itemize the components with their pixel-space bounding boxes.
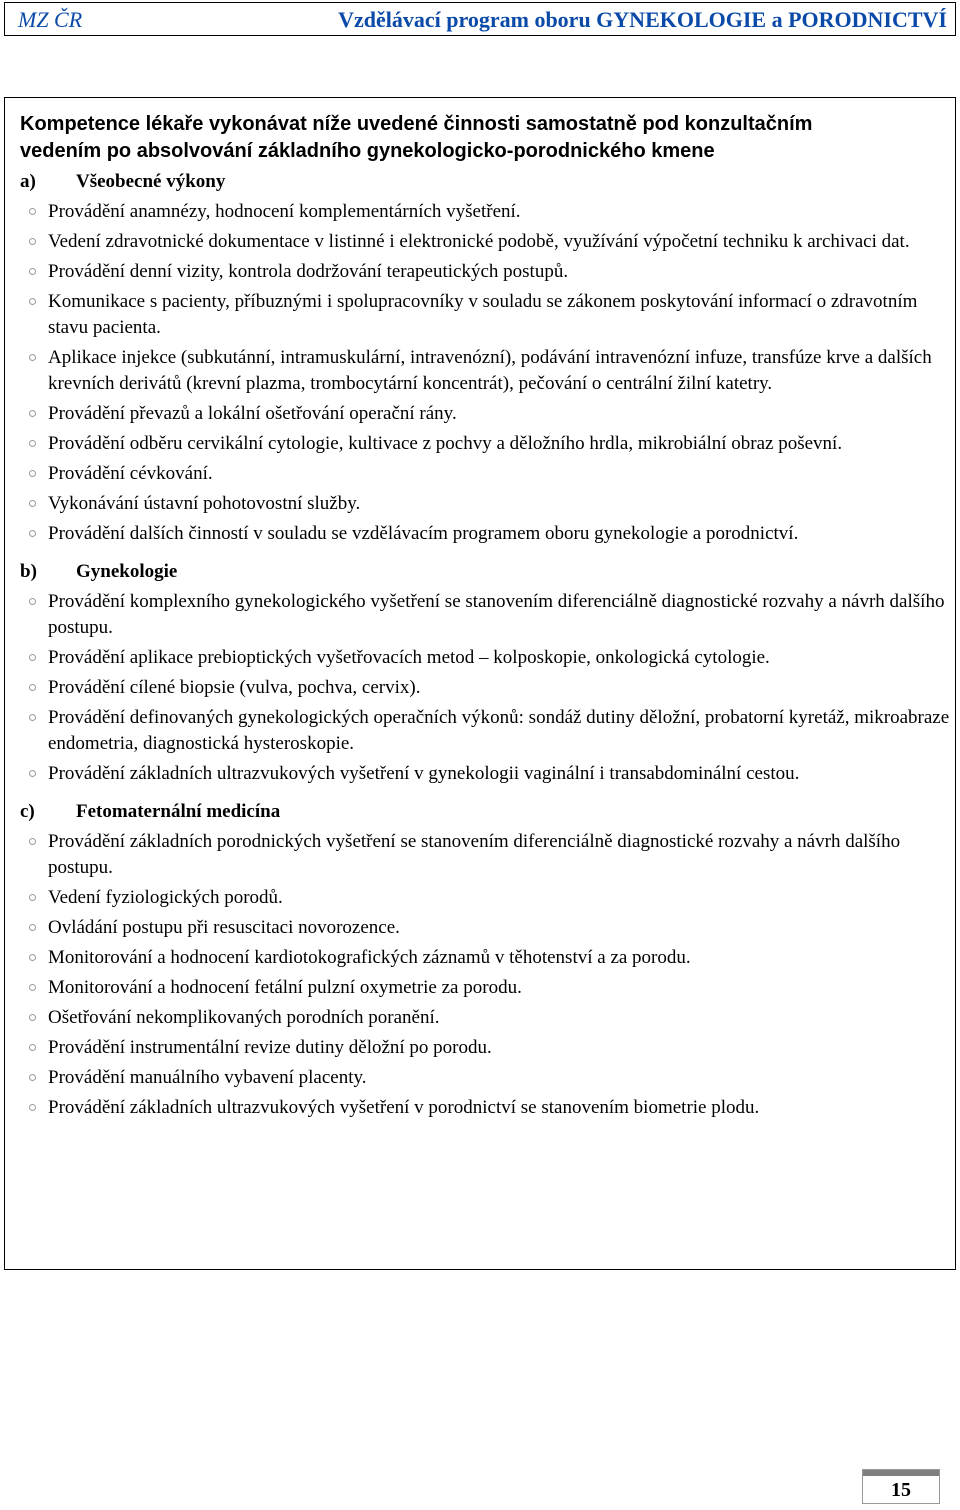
- section-heading-a: [20, 169, 950, 195]
- list-item-text: Provádění instrumentální revize dutiny děložní po porodu.: [48, 1037, 492, 1058]
- list-item-text: Provádění převazů a lokální ošetřování operační rány.: [48, 403, 457, 424]
- page-number: 15: [891, 1479, 911, 1501]
- list-item-text: Monitorování a hodnocení fetální pulzní oxymetrie za porodu.: [48, 977, 522, 998]
- list-item: [20, 229, 950, 255]
- list-item-text: Provádění definovaných gynekologických operačních výkonů: sondáž dutiny děložní, probatorní kyretáž, mikroabraze endometria, diagnostická hysteroskopie.: [48, 707, 950, 754]
- list-item-text: Provádění manuálního vybavení placenty.: [48, 1067, 367, 1088]
- list-item: [20, 1065, 950, 1091]
- bullet-icon: [29, 208, 36, 215]
- list-item: [20, 491, 950, 517]
- section-title: Fetomaternální medicína: [76, 801, 281, 822]
- competence-title: [20, 111, 950, 165]
- bullet-icon: [29, 1044, 36, 1051]
- list-item-text: Provádění aplikace prebioptických vyšetřovacích metod – kolposkopie, onkologická cytologie.: [48, 647, 770, 668]
- header-program-title: Vzdělávací program oboru GYNEKOLOGIE a PORODNICTVÍ: [338, 7, 947, 32]
- list-item: [20, 1095, 950, 1121]
- list-item-text: Vedení zdravotnické dokumentace v listinné i elektronické podobě, využívání výpočetní techniku k archivaci dat.: [48, 231, 910, 252]
- bullet-icon: [29, 1014, 36, 1021]
- section-letter: c): [20, 801, 35, 822]
- list-item-text: Komunikace s pacienty, příbuznými i spolupracovníky v souladu se zákonem poskytování informací o zdravotním stavu pacienta.: [48, 291, 918, 338]
- competence-title-line-1: Kompetence lékaře vykonávat níže uvedené činnosti samostatně pod konzultačním: [20, 113, 813, 135]
- list-item-text: Provádění základních ultrazvukových vyšetření v porodnictví se stanovením biometrie plodu.: [48, 1097, 760, 1118]
- list-item-text: Provádění základních porodnických vyšetření se stanovením diferenciálně diagnostické rozvahy a návrh dalšího postupu.: [48, 831, 901, 878]
- list-item: [20, 1005, 950, 1031]
- list-item: [20, 589, 950, 641]
- list-item-text: Provádění komplexního gynekologického vyšetření se stanovením diferenciálně diagnostické rozvahy a návrh dalšího postupu.: [48, 591, 945, 638]
- section-heading-c: [20, 799, 950, 825]
- list-item: [20, 975, 950, 1001]
- list-item: [20, 915, 950, 941]
- section-letter: b): [20, 561, 37, 582]
- list-item: [20, 705, 950, 757]
- bullet-icon: [29, 894, 36, 901]
- list-item-text: Ošetřování nekomplikovaných porodních poranění.: [48, 1007, 440, 1028]
- page-number-box: [862, 1469, 940, 1504]
- list-item: [20, 885, 950, 911]
- section-title: Všeobecné výkony: [76, 171, 226, 192]
- list-item-text: Aplikace injekce (subkutánní, intramuskulární, intravenózní), podávání intravenózní infuze, transfúze krve a dalších krevních derivátů (krevní plazma, trombocytární koncentrát), pečování o centrální žilní katetry.: [48, 347, 932, 394]
- bullet-icon: [29, 268, 36, 275]
- list-item-text: Vedení fyziologických porodů.: [48, 887, 283, 908]
- list-item-text: Provádění odběru cervikální cytologie, kultivace z pochvy a děložního hrdla, mikrobiální obraz poševní.: [48, 433, 843, 454]
- list-item: [20, 829, 950, 881]
- bullet-icon: [29, 354, 36, 361]
- bullet-icon: [29, 984, 36, 991]
- list-item: [20, 401, 950, 427]
- bullet-icon: [29, 838, 36, 845]
- bullet-icon: [29, 500, 36, 507]
- list-item-text: Monitorování a hodnocení kardiotokografických záznamů v těhotenství a za porodu.: [48, 947, 691, 968]
- bullet-icon: [29, 714, 36, 721]
- list-item-text: Provádění denní vizity, kontrola dodržování terapeutických postupů.: [48, 261, 569, 282]
- list-item: [20, 199, 950, 225]
- section-list-a: [20, 199, 950, 547]
- list-item: [20, 761, 950, 787]
- bullet-icon: [29, 1104, 36, 1111]
- list-item: [20, 521, 950, 547]
- section-list-c: [20, 829, 950, 1121]
- bullet-icon: [29, 470, 36, 477]
- bullet-icon: [29, 598, 36, 605]
- competence-title-line-2: vedením po absolvování základního gynekologicko-porodnického kmene: [20, 140, 715, 162]
- list-item: [20, 645, 950, 671]
- list-item: [20, 431, 950, 457]
- list-item-text: Provádění základních ultrazvukových vyšetření v gynekologii vaginální i transabdominální cestou.: [48, 763, 800, 784]
- list-item-text: Ovládání postupu při resuscitaci novorozence.: [48, 917, 400, 938]
- list-item: [20, 675, 950, 701]
- header-ministry-label: MZ ČR: [18, 7, 83, 32]
- list-item-text: Provádění dalších činností v souladu se vzdělávacím programem oboru gynekologie a porodnictví.: [48, 523, 799, 544]
- section-heading-b: [20, 559, 950, 585]
- bullet-icon: [29, 684, 36, 691]
- list-item: [20, 945, 950, 971]
- list-item: [20, 289, 950, 341]
- bullet-icon: [29, 410, 36, 417]
- competence-box: [4, 97, 956, 1270]
- list-item-text: Vykonávání ústavní pohotovostní služby.: [48, 493, 361, 514]
- bullet-icon: [29, 298, 36, 305]
- bullet-icon: [29, 954, 36, 961]
- list-item: [20, 345, 950, 397]
- section-title: Gynekologie: [76, 561, 178, 582]
- section-list-b: [20, 589, 950, 787]
- list-item-text: Provádění cílené biopsie (vulva, pochva, cervix).: [48, 677, 421, 698]
- list-item-text: Provádění cévkování.: [48, 463, 213, 484]
- list-item: [20, 461, 950, 487]
- bullet-icon: [29, 530, 36, 537]
- list-item: [20, 259, 950, 285]
- competence-content: [20, 169, 950, 1121]
- bullet-icon: [29, 654, 36, 661]
- bullet-icon: [29, 924, 36, 931]
- page-header: [4, 2, 956, 36]
- bullet-icon: [29, 238, 36, 245]
- bullet-icon: [29, 440, 36, 447]
- bullet-icon: [29, 770, 36, 777]
- section-letter: a): [20, 171, 36, 192]
- list-item-text: Provádění anamnézy, hodnocení komplementárních vyšetření.: [48, 201, 521, 222]
- bullet-icon: [29, 1074, 36, 1081]
- list-item: [20, 1035, 950, 1061]
